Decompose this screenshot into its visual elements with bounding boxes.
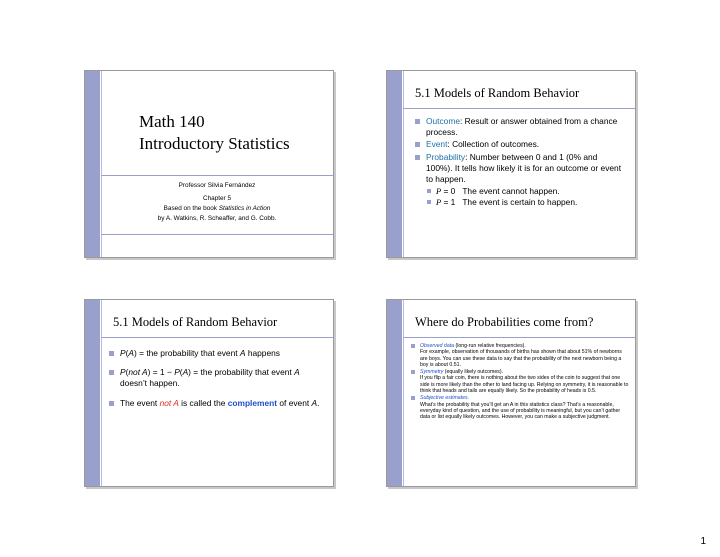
math-a: A (239, 348, 246, 358)
list-item (109, 348, 324, 359)
math-a: A (182, 367, 189, 378)
text: ) = the probability that event (133, 348, 240, 358)
course-name: Introductory Statistics (139, 134, 290, 153)
text: ) = 1 − (147, 367, 175, 378)
slide-2-definitions[interactable] (386, 70, 636, 258)
definition-text: : Number between 0 and 1 (0% and 100%). It tells how likely it is for an outcome or event to happen. (426, 151, 622, 185)
based-on-text: Based on the book (163, 205, 219, 212)
text: (equally likely outcomes). (443, 369, 504, 376)
definition-text: : Collection of outcomes. (447, 139, 540, 150)
text: doesn’t happen. (120, 378, 180, 389)
course-number: Math 140 (139, 112, 205, 131)
slide-title-area (403, 300, 635, 338)
book-reference (101, 204, 333, 214)
sub-item (426, 186, 625, 197)
text: ( (125, 348, 129, 358)
list-item (415, 152, 625, 209)
list-item (411, 395, 629, 420)
list-item (109, 367, 324, 389)
term-outcome: Outcome (426, 116, 460, 126)
title-divider (403, 108, 635, 109)
math-p: P (120, 367, 126, 378)
term-probability: Probability (426, 151, 466, 162)
complement-term: complement (227, 397, 278, 408)
text: ) = the probability that event (188, 367, 295, 378)
list-item (109, 398, 324, 409)
chapter-label: Chapter 5 (202, 195, 232, 202)
title-divider (101, 337, 333, 338)
sub-item (426, 197, 625, 208)
slide-title-area (403, 71, 635, 109)
source-observed-data: Observed data (420, 343, 455, 349)
list-item (411, 369, 629, 394)
book-title: Statistics in Action (218, 205, 271, 212)
slide-accent-bar (85, 300, 100, 486)
math-p: P (174, 367, 180, 378)
definition-list (415, 116, 625, 210)
definition-text: : Result or answer obtained from a chance process. (426, 116, 618, 138)
text: ( (179, 367, 183, 378)
slide-4-sources[interactable] (386, 299, 636, 487)
text: ( (125, 367, 129, 378)
p-symbol: P (436, 198, 442, 208)
title-divider (403, 337, 635, 338)
course-title (139, 111, 290, 155)
p-symbol: P (436, 187, 442, 197)
term-event: Event (426, 139, 448, 150)
text: of event (277, 397, 312, 408)
math-a: A (311, 397, 318, 408)
equation: = 0 (441, 186, 456, 197)
not-a-highlight: not A (159, 397, 179, 408)
professor-name: Professor Silvia Fernández (178, 182, 256, 189)
source-symmetry: Symmetry (420, 369, 444, 376)
sources-list (411, 343, 629, 422)
list-item (415, 116, 625, 138)
text: . (317, 397, 320, 408)
book-authors: by A. Watkins, R. Scheaffer, and G. Cobb. (157, 215, 277, 222)
complement-list (109, 348, 324, 417)
source-body: For example, observation of thousands of births has shown that about 51% of newborns are boys. You can use these data to say that the probability of the next newborn being a boy is about 0.51. (420, 349, 622, 368)
list-item (415, 139, 625, 150)
slide-title-area (101, 300, 333, 338)
probability-sublist (426, 186, 625, 208)
math-a: A (128, 348, 134, 358)
list-item (411, 343, 629, 368)
slide-accent-bar (387, 71, 402, 257)
slide-accent-bar (85, 71, 100, 257)
source-subjective: Subjective estimates. (420, 395, 470, 402)
math-not-a: not A (128, 367, 148, 378)
text: is called the (178, 397, 228, 408)
text: The event (120, 397, 160, 408)
text: (long-run relative frequencies). (454, 343, 526, 349)
course-info-box (101, 175, 333, 235)
math-a: A (294, 367, 300, 378)
sub-text: The event is certain to happen. (462, 197, 578, 208)
page-number: 1 (700, 536, 706, 547)
slide-title: 5.1 Models of Random Behavior (415, 86, 580, 100)
slide-accent-bar (387, 300, 402, 486)
math-p: P (120, 348, 126, 358)
equation: = 1 (441, 197, 456, 208)
sub-text: The event cannot happen. (462, 186, 560, 197)
text: happens (245, 348, 280, 358)
source-body: What’s the probability that you’ll get an A in this statistics class? That’s a reasonable, everyday kind of question, and the use of probability is meaningful, but you can’t gather data or list equally likely outcomes. However, you can make a subjective judgment. (420, 401, 621, 421)
slide-3-complement[interactable] (84, 299, 334, 487)
slide-title: 5.1 Models of Random Behavior (113, 315, 278, 329)
source-body: If you flip a fair coin, there is nothing about the two sides of the coin to suggest that one side is more likely than the other to land facing up. Relying on symmetry, it is reasonable to think that heads and tails are equally likely. So the probability of heads is 0.5. (420, 375, 629, 395)
slide-title: Where do Probabilities come from? (415, 315, 594, 329)
slide-1-title[interactable] (84, 70, 334, 258)
